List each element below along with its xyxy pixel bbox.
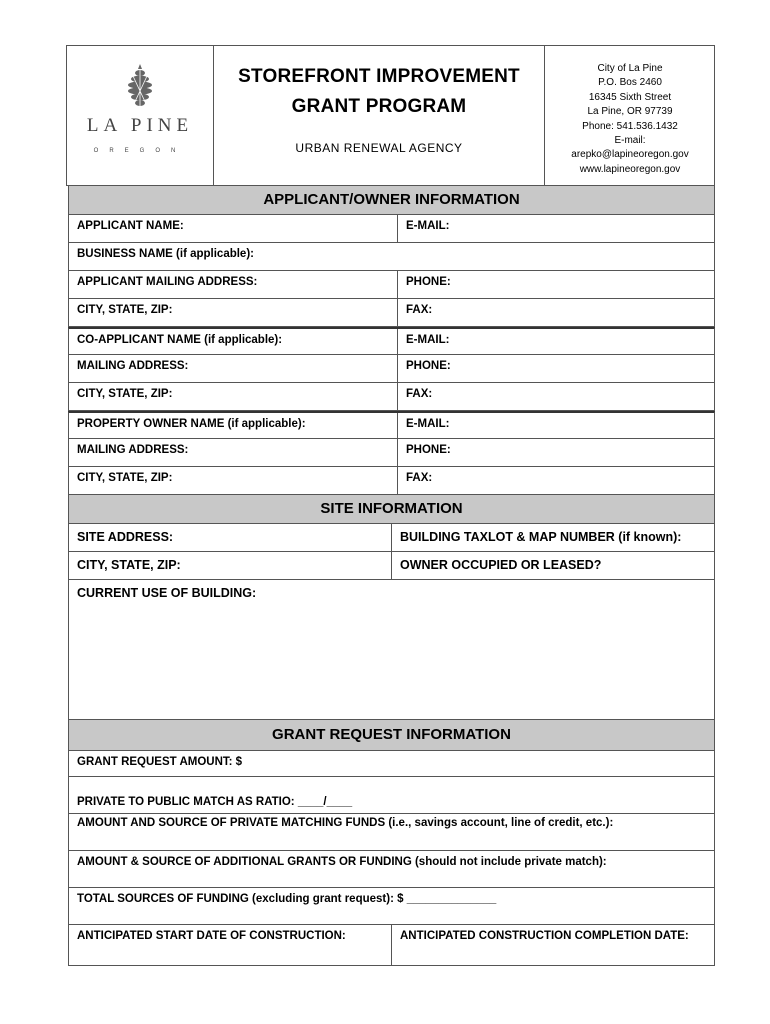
- field-label: PHONE:: [406, 276, 451, 288]
- field-label: FAX:: [406, 304, 433, 316]
- coapplicant-phone-field[interactable]: [397, 355, 714, 382]
- field-label: PHONE:: [406, 360, 451, 372]
- owner-occupied-field[interactable]: [391, 552, 714, 579]
- contact-line: P.O. Bos 2460: [598, 77, 662, 89]
- logo-subtitle: OREGON: [93, 148, 187, 154]
- completion-date-field[interactable]: [391, 925, 714, 965]
- owner-name-field[interactable]: [69, 413, 397, 438]
- form-row: [68, 411, 715, 439]
- site-city-field[interactable]: [69, 552, 391, 579]
- form-row: [68, 925, 715, 966]
- field-label: APPLICANT MAILING ADDRESS:: [77, 276, 258, 288]
- field-label: CO-APPLICANT NAME (if applicable):: [77, 334, 283, 346]
- business-name-field[interactable]: [69, 243, 714, 270]
- city-state-zip-field[interactable]: [69, 299, 397, 326]
- coapplicant-mailing-field[interactable]: [69, 355, 397, 382]
- page-title-line1: STOREFRONT IMPROVEMENT: [238, 66, 520, 87]
- field-label: BUSINESS NAME (if applicable):: [77, 248, 254, 260]
- owner-fax-field[interactable]: [397, 467, 714, 494]
- application-form: [68, 186, 715, 966]
- private-funds-field[interactable]: [69, 814, 714, 850]
- form-row: [68, 888, 715, 925]
- coapplicant-email-field[interactable]: [397, 329, 714, 354]
- section-heading-grant: GRANT REQUEST INFORMATION: [68, 720, 715, 750]
- field-label: MAILING ADDRESS:: [77, 444, 189, 456]
- field-label: ANTICIPATED START DATE OF CONSTRUCTION:: [77, 930, 346, 942]
- field-label: CITY, STATE, ZIP:: [77, 304, 173, 316]
- contact-info: [545, 62, 715, 177]
- field-label: E-MAIL:: [406, 418, 450, 430]
- owner-email-field[interactable]: [397, 413, 714, 438]
- contact-line: La Pine, OR 97739: [587, 106, 673, 118]
- pinecone-icon: [122, 64, 158, 108]
- form-row: [68, 214, 715, 243]
- logo-wordmark: LA PINE: [86, 115, 194, 136]
- applicant-name-field[interactable]: [69, 215, 397, 242]
- la-pine-logo: [67, 46, 214, 185]
- contact-email: arepko@lapineoregon.gov: [571, 149, 689, 161]
- field-label: MAILING ADDRESS:: [77, 360, 189, 372]
- contact-line: 16345 Sixth Street: [588, 91, 672, 103]
- field-label: OWNER OCCUPIED OR LEASED?: [400, 558, 602, 572]
- field-label: PRIVATE TO PUBLIC MATCH AS RATIO: ____/____: [77, 796, 353, 808]
- form-row: [68, 355, 715, 383]
- owner-mailing-field[interactable]: [69, 439, 397, 466]
- page-title-line2: GRANT PROGRAM: [291, 96, 467, 117]
- field-label: AMOUNT & SOURCE OF ADDITIONAL GRANTS OR FUNDING (should not include private match):: [77, 856, 607, 868]
- field-label: CITY, STATE, ZIP:: [77, 388, 173, 400]
- form-row: [68, 552, 715, 580]
- form-row: [68, 299, 715, 327]
- form-row: [68, 814, 715, 851]
- owner-city-field[interactable]: [69, 467, 397, 494]
- contact-line: E-mail:: [614, 135, 646, 147]
- mailing-address-field[interactable]: [69, 271, 397, 298]
- contact-website: www.lapineoregon.gov: [579, 163, 681, 175]
- coapplicant-city-field[interactable]: [69, 383, 397, 410]
- email-field[interactable]: [397, 215, 714, 242]
- agency-name: URBAN RENEWAL AGENCY: [295, 141, 463, 155]
- title-block: [214, 46, 545, 185]
- form-header: [66, 45, 715, 186]
- total-funding-field[interactable]: [69, 888, 714, 924]
- site-address-field[interactable]: [69, 524, 391, 551]
- current-use-field[interactable]: [69, 580, 714, 719]
- owner-phone-field[interactable]: [397, 439, 714, 466]
- field-label: APPLICANT NAME:: [77, 220, 184, 232]
- form-row: [68, 439, 715, 467]
- field-label: TOTAL SOURCES OF FUNDING (excluding grant request): $ ______________: [77, 893, 497, 905]
- form-row: [68, 750, 715, 777]
- field-label: FAX:: [406, 388, 433, 400]
- field-label: CURRENT USE OF BUILDING:: [77, 586, 257, 600]
- field-label: ANTICIPATED CONSTRUCTION COMPLETION DATE:: [400, 930, 689, 942]
- contact-line: City of La Pine: [597, 63, 663, 74]
- section-heading-site: SITE INFORMATION: [68, 495, 715, 523]
- coapplicant-name-field[interactable]: [69, 329, 397, 354]
- field-label: SITE ADDRESS:: [77, 530, 174, 544]
- taxlot-field[interactable]: [391, 524, 714, 551]
- section-heading-applicant: APPLICANT/OWNER INFORMATION: [68, 186, 715, 214]
- phone-field[interactable]: [397, 271, 714, 298]
- field-label: GRANT REQUEST AMOUNT: $: [77, 756, 243, 768]
- start-date-field[interactable]: [69, 925, 391, 965]
- form-row: [68, 327, 715, 355]
- field-label: E-MAIL:: [406, 220, 450, 232]
- field-label: E-MAIL:: [406, 334, 450, 346]
- additional-funding-field[interactable]: [69, 851, 714, 887]
- field-label: CITY, STATE, ZIP:: [77, 558, 181, 572]
- contact-line: Phone: 541.536.1432: [582, 120, 678, 132]
- form-row: [68, 383, 715, 411]
- form-row: [68, 851, 715, 888]
- coapplicant-fax-field[interactable]: [397, 383, 714, 410]
- form-row: [68, 523, 715, 552]
- grant-amount-field[interactable]: [69, 751, 714, 776]
- form-row: [68, 271, 715, 299]
- field-label: AMOUNT AND SOURCE OF PRIVATE MATCHING FUNDS (i.e., savings account, line of credit, etc.):: [77, 817, 614, 829]
- form-row: [68, 243, 715, 271]
- field-label: PHONE:: [406, 444, 451, 456]
- fax-field[interactable]: [397, 299, 714, 326]
- field-label: CITY, STATE, ZIP:: [77, 472, 173, 484]
- field-label: FAX:: [406, 472, 433, 484]
- field-label: PROPERTY OWNER NAME (if applicable):: [77, 418, 306, 430]
- match-ratio-field[interactable]: [69, 777, 714, 813]
- form-row: [68, 777, 715, 814]
- form-row: [68, 467, 715, 495]
- form-row: [68, 580, 715, 720]
- field-label: BUILDING TAXLOT & MAP NUMBER (if known):: [400, 530, 682, 544]
